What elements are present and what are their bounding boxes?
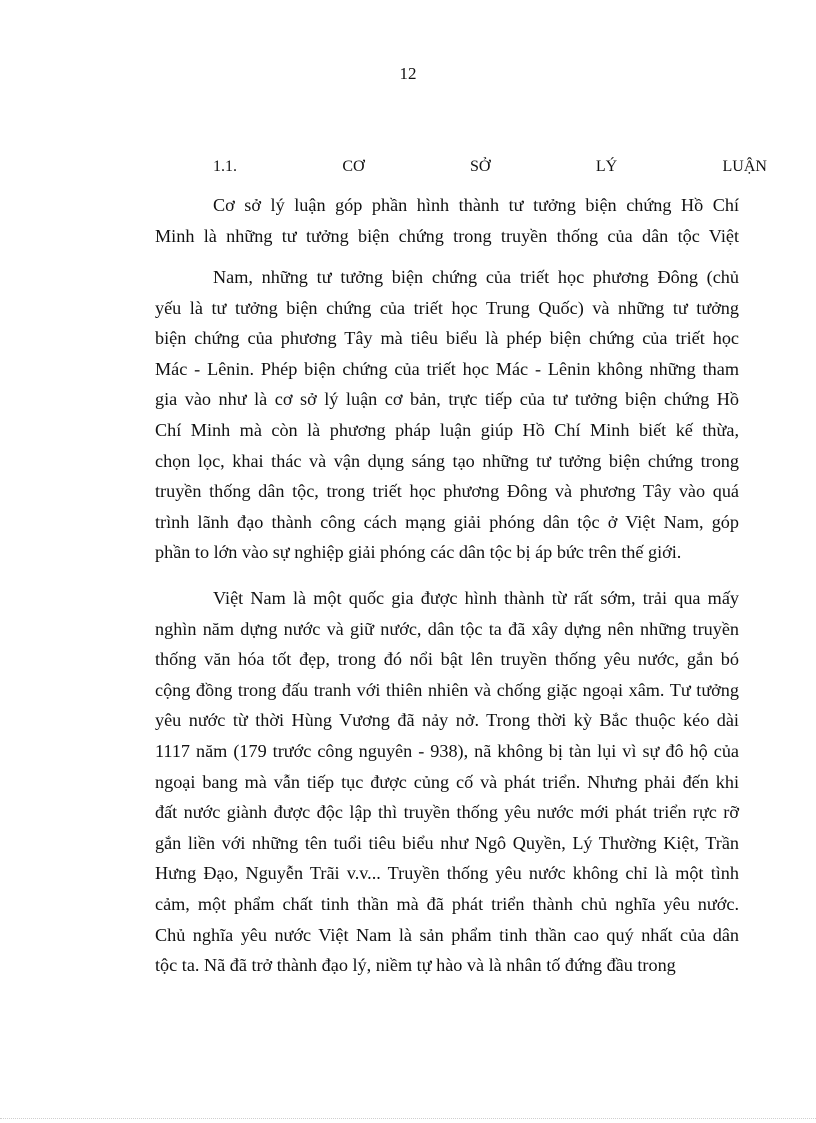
text-line: yêu nước từ thời Hùng Vương đã nảy nở. Trong thời kỳ Bắc thuộc kéo dài: [155, 710, 739, 731]
paragraph-3: [155, 583, 739, 981]
text-line: Hưng Đạo, Nguyễn Trãi v.v... Truyền thống yêu nước không chỉ là một tình: [155, 863, 739, 884]
heading-word: SỞ: [469, 158, 491, 175]
text-line: chọn lọc, khai thác và vận dụng sáng tạo những tư tưởng biện chứng trong: [155, 450, 739, 471]
heading-word: 1.1.: [213, 158, 237, 175]
text-line: Việt Nam là một quốc gia được hình thành từ rất sớm, trải qua mấy: [213, 588, 739, 608]
text-line: yếu là tư tưởng biện chứng của triết học Trung Quốc) và những tư tưởng: [155, 297, 739, 318]
heading-word: LÝ: [595, 158, 618, 175]
paragraph-2: [155, 262, 739, 568]
text-line: Chí Minh mà còn là phương pháp luận giúp Hồ Chí Minh biết kế thừa,: [155, 419, 739, 440]
text-line: Mác - Lênin. Phép biện chứng của triết học Mác - Lênin không những tham: [155, 358, 739, 379]
text-line: Cơ sở lý luận góp phần hình thành tư tưởng biện chứng Hồ Chí: [213, 195, 739, 215]
heading-word: LUẬN: [722, 158, 767, 175]
text-line: gia vào như là cơ sở lý luận cơ bản, trực tiếp của tư tưởng biện chứng Hồ: [155, 389, 739, 410]
text-line: gắn liền với những tên tuổi tiêu biểu như Ngô Quyền, Lý Thường Kiệt, Trần: [155, 832, 739, 853]
text-line: cộng đồng trong đấu tranh với thiên nhiên và chống giặc ngoại xâm. Tư tưởng: [155, 679, 739, 700]
text-line: cảm, một phẩm chất tinh thần mà đã phát triển thành chủ nghĩa yêu nước.: [155, 893, 739, 914]
heading-word: CƠ: [342, 158, 365, 175]
text-line: tộc ta. Nã đã trở thành đạo lý, niềm tự hào và là nhân tố đứng đầu trong: [155, 955, 676, 976]
page-number: 12: [399, 64, 417, 83]
section-heading: [213, 158, 767, 176]
text-line: 1117 năm (179 trước công nguyên - 938), nã không bị tàn lụi vì sự đô hộ của: [155, 740, 739, 761]
text-line: Minh là những tư tưởng biện chứng trong truyền thống của dân tộc Việt: [155, 225, 739, 246]
text-line: Chủ nghĩa yêu nước Việt Nam là sản phẩm tinh thần cao quý nhất của dân: [155, 924, 739, 945]
text-line: trình lãnh đạo thành công cách mạng giải phóng dân tộc ở Việt Nam, góp: [155, 511, 739, 532]
text-line: nghìn năm dựng nước và giữ nước, dân tộc ta đã xây dựng nên những truyền: [155, 618, 739, 639]
page-bottom-rule: [0, 1118, 816, 1119]
text-line: thống văn hóa tốt đẹp, trong đó nổi bật lên truyền thống yêu nước, gắn bó: [155, 649, 739, 670]
text-line: ngoại bang mà vẫn tiếp tục được củng cố và phát triển. Nhưng phải đến khi: [155, 771, 739, 792]
text-line: Nam, những tư tưởng biện chứng của triết học phương Đông (chủ: [213, 267, 739, 287]
paragraph-1: [155, 190, 739, 251]
text-line: truyền thống dân tộc, trong triết học phương Đông và phương Tây vào quá: [155, 481, 739, 502]
text-line: phần to lớn vào sự nghiệp giải phóng các dân tộc bị áp bức trên thế giới.: [155, 542, 682, 563]
text-line: biện chứng của phương Tây mà tiêu biểu là phép biện chứng của triết học: [155, 328, 739, 349]
text-line: đất nước giành được độc lập thì truyền thống yêu nước mới phát triển rực rỡ: [155, 802, 739, 823]
